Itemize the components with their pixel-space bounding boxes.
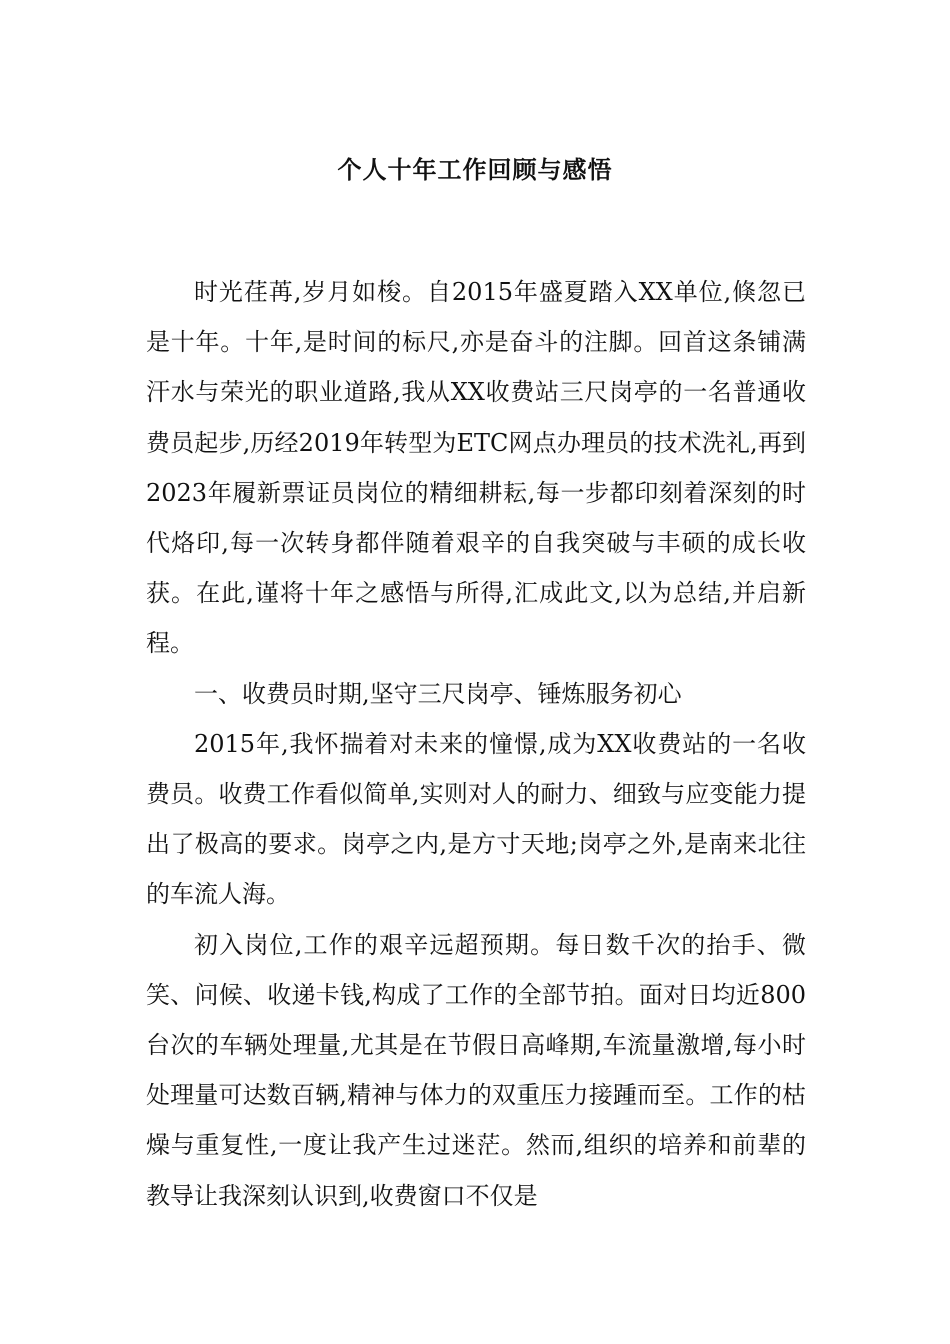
paragraph-section-1-a: 2015年,我怀揣着对未来的憧憬,成为XX收费站的一名收费员。收费工作看似简单,实则对人的耐力、细致与应变能力提出了极高的要求。岗亭之内,是方寸天地;岗亭之外,是南来北往的车流人海。 <box>146 729 806 909</box>
document-body <box>146 267 806 1221</box>
paragraph-intro: 时光荏苒,岁月如梭。自2015年盛夏踏入XX单位,倏忽已是十年。十年,是时间的标尺,亦是奋斗的注脚。回首这条铺满汗水与荣光的职业道路,我从XX收费站三尺岗亭的一名普通收费员起步,历经2019年转型为ETC网点办理员的技术洗礼,再到2023年履新票证员岗位的精细耕耘,每一步都印刻着深刻的时代烙印,每一次转身都伴随着艰辛的自我突破与丰硕的成长收获。在此,谨将十年之感悟与所得,汇成此文,以为总结,并启新程。 <box>146 278 806 658</box>
paragraph-section-1-b: 初入岗位,工作的艰辛远超预期。每日数千次的抬手、微笑、问候、收递卡钱,构成了工作的全部节拍。面对日均近800台次的车辆处理量,尤其是在节假日高峰期,车流量激增,每小时处理量可达数百辆,精神与体力的双重压力接踵而至。工作的枯燥与重复性,一度让我产生过迷茫。然而,组织的培养和前辈的教导让我深刻认识到,收费窗口不仅是 <box>146 930 806 1210</box>
document-title: 个人十年工作回顾与感悟 <box>337 155 613 184</box>
section-heading-1: 一、收费员时期,坚守三尺岗亭、锤炼服务初心 <box>194 679 682 708</box>
